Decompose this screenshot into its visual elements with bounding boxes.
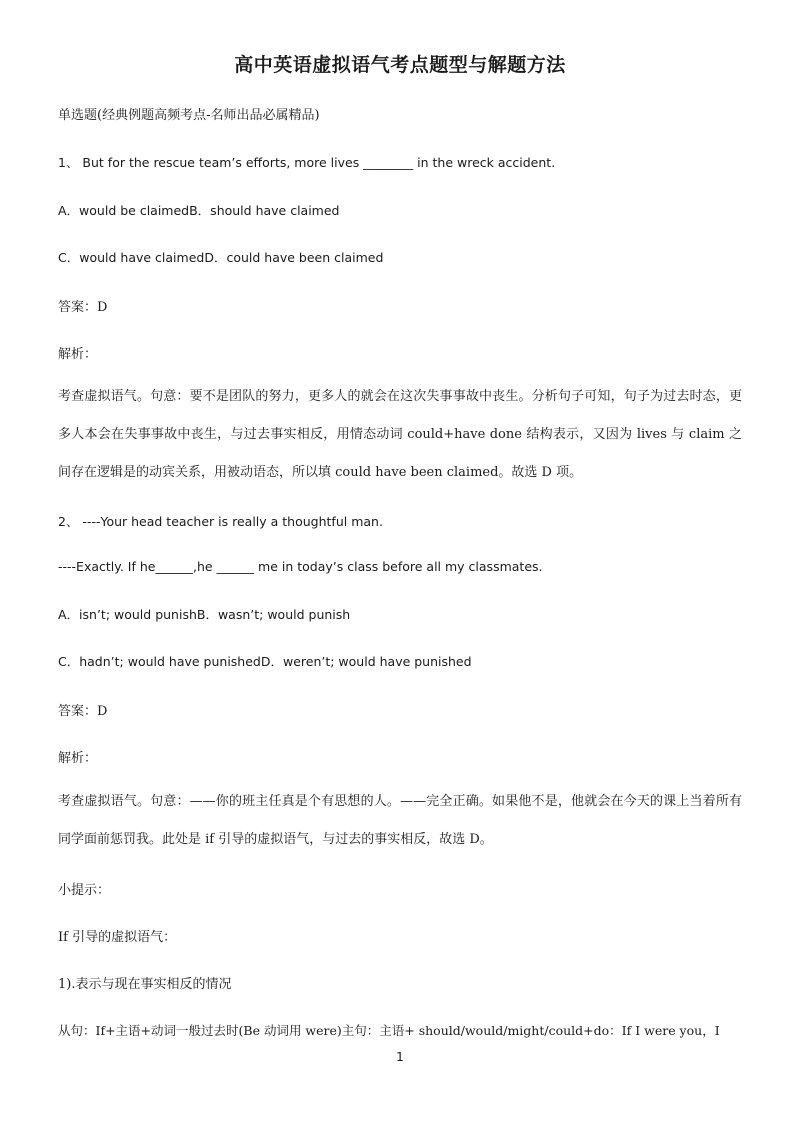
tip-point-1: 1).表示与现在事实相反的情况: [58, 977, 232, 992]
page-title: 高中英语虚拟语气考点题型与解题方法: [234, 54, 566, 76]
tip-rule: 从句：If+主语+动词一般过去时(Be 动词用 were)主句：主语+ should/would/might/could+do：If I were you，I: [58, 1023, 720, 1038]
question-2-stem-line2: ----Exactly. If he______,he ______ me in today’s class before all my classmates.: [58, 559, 543, 574]
question-2-answer: 答案：D: [58, 704, 108, 719]
question-1-options-cd: C．would have claimedD．could have been claimed: [58, 250, 384, 265]
question-1-stem: 1、 But for the rescue team’s efforts, more lives ________ in the wreck accident.: [58, 155, 556, 170]
question-1-analysis-label: 解析：: [58, 347, 98, 362]
question-2-stem: 2、 ----Your head teacher is really a thoughtful man.: [58, 514, 383, 529]
page-number: 1: [396, 1050, 404, 1064]
question-2-analysis: 考查虚拟语气。句意：——你的班主任真是个有思想的人。——完全正确。如果他不是，他就会在今天的课上当着所有同学面前惩罚我。此处是 if 引导的虚拟语气，与过去的事实相反，故选 D。: [58, 794, 742, 847]
question-1-answer: 答案：D: [58, 300, 108, 315]
tip-label: 小提示：: [58, 883, 111, 898]
question-2-options-cd: C．hadn’t; would have punishedD．weren’t; would have punished: [58, 654, 472, 669]
question-2-options-ab: A．isn’t; would punishB．wasn’t; would punish: [58, 607, 351, 622]
section-label: 单选题(经典例题高频考点-名师出品必属精品): [58, 108, 320, 123]
question-1-options-ab: A．would be claimedB．should have claimed: [58, 203, 340, 218]
tip-heading: If 引导的虚拟语气：: [58, 930, 177, 945]
question-1-analysis: 考查虚拟语气。句意：要不是团队的努力，更多人的就会在这次失事事故中丧生。分析句子可知，句子为过去时态，更多人本会在失事事故中丧生，与过去事实相反，用情态动词 could+have done 结构表示，又因为 lives 与 claim 之间存在逻辑是的动宾关系，用被动语态，所以填 could have been claimed。故选 D 项。: [58, 389, 742, 480]
question-2-analysis-label: 解析：: [58, 751, 98, 766]
